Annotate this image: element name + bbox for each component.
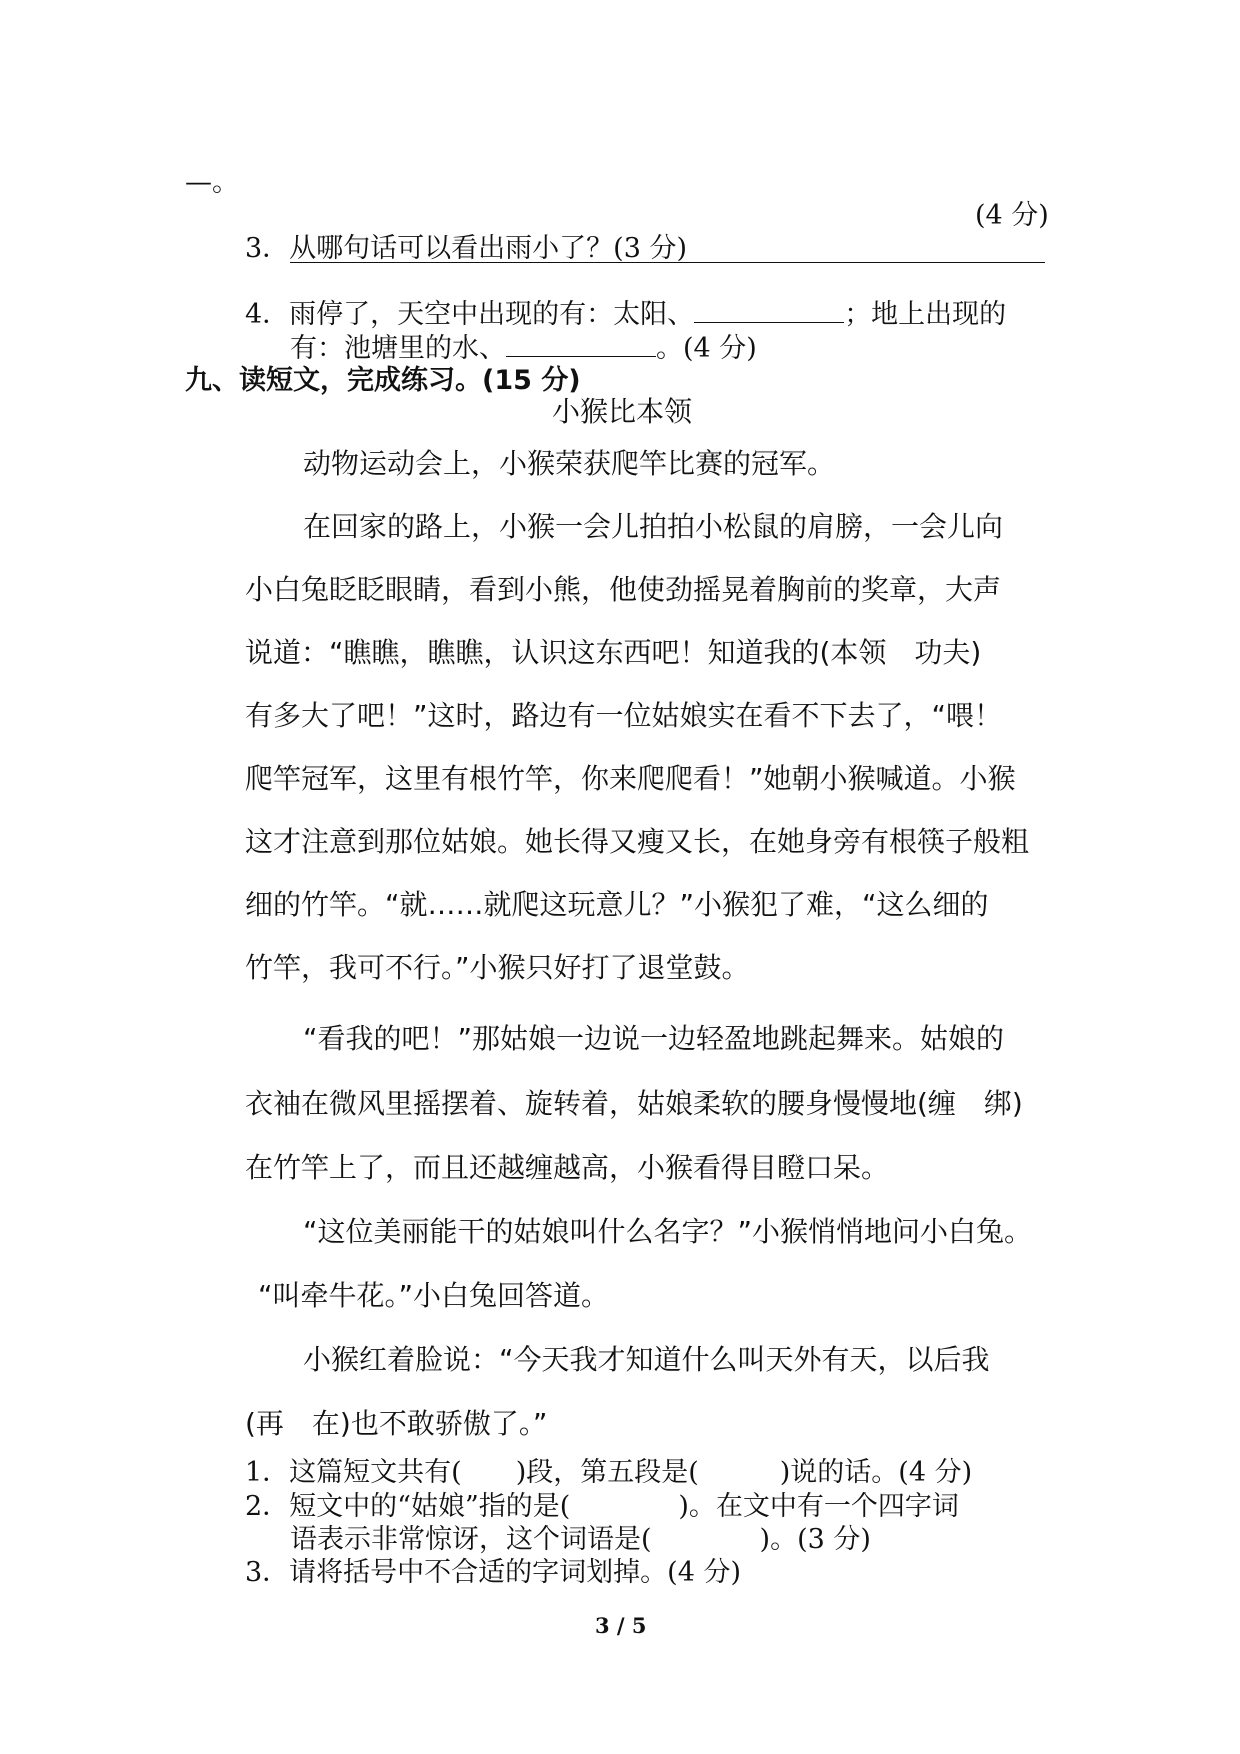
passage-line: 小猴红着脸说：“今天我才知道什么叫天外有天，以后我 — [303, 1343, 990, 1376]
question-4-text-c: 有：池塘里的水、 — [290, 333, 506, 364]
answer-line-q3[interactable] — [290, 262, 1045, 263]
passage-line: “这位美丽能干的姑娘叫什么名字？”小猴悄悄地问小白兔。 — [303, 1215, 1033, 1248]
passage-line: 小白兔眨眨眼睛，看到小熊，他使劲摇晃着胸前的奖章，大声 — [245, 573, 1002, 606]
passage-title: 小猴比本领 — [552, 395, 693, 428]
passage-line: 在竹竿上了，而且还越缠越高，小猴看得目瞪口呆。 — [245, 1151, 890, 1184]
passage-question-1: 1．这篇短文共有( )段，第五段是( )说的话。(4 分) — [245, 1457, 973, 1488]
passage-line: 有多大了吧！”这时，路边有一位姑娘实在看不下去了，“喂！ — [245, 699, 1003, 732]
passage-line: 动物运动会上，小猴荣获爬竿比赛的冠军。 — [303, 447, 836, 480]
passage-line: 这才注意到那位姑娘。她长得又瘦又长，在她身旁有根筷子般粗 — [245, 825, 1030, 858]
question-4-text-b: ；地上出现的 — [844, 299, 1007, 330]
previous-question-score: (4 分) — [975, 200, 1049, 231]
page-number: 3 / 5 — [595, 1613, 647, 1638]
passage-question-2-continued: 语表示非常惊讶，这个词语是( )。(3 分) — [290, 1524, 871, 1555]
passage-question-3: 3．请将括号中不合适的字词划掉。(4 分) — [245, 1557, 742, 1588]
question-4-text-a: 4．雨停了，天空中出现的有：太阳、 — [245, 299, 695, 330]
blank-sky[interactable] — [694, 295, 844, 323]
passage-line: 说道：“瞧瞧，瞧瞧，认识这东西吧！知道我的(本领 功夫) — [245, 636, 982, 669]
section-9-heading: 九、读短文，完成练习。(15 分) — [185, 365, 581, 396]
passage-line: 在回家的路上，小猴一会儿拍拍小松鼠的肩膀，一会儿向 — [303, 510, 1004, 543]
blank-ground[interactable] — [506, 329, 656, 357]
previous-answer-tail: —。 — [185, 167, 239, 198]
passage-line: (再 在)也不敢骄傲了。” — [245, 1407, 548, 1440]
passage-line: “叫牵牛花。”小白兔回答道。 — [258, 1279, 610, 1312]
passage-line: 竹竿，我可不行。”小猴只好打了退堂鼓。 — [245, 951, 750, 984]
passage-question-2: 2．短文中的“姑娘”指的是( )。在文中有一个四字词 — [245, 1491, 959, 1522]
passage-line: 细的竹竿。“就……就爬这玩意儿？”小猴犯了难，“这么细的 — [245, 888, 989, 921]
question-4-text-d: 。(4 分) — [656, 333, 757, 364]
question-3: 3．从哪句话可以看出雨小了？(3 分) — [245, 233, 688, 264]
passage-line: 衣袖在微风里摇摆着、旋转着，姑娘柔软的腰身慢慢地(缠 绑) — [245, 1087, 1023, 1120]
passage-line: 爬竿冠军，这里有根竹竿，你来爬爬看！”她朝小猴喊道。小猴 — [245, 762, 1016, 795]
passage-line: “看我的吧！”那姑娘一边说一边轻盈地跳起舞来。姑娘的 — [303, 1022, 1005, 1055]
